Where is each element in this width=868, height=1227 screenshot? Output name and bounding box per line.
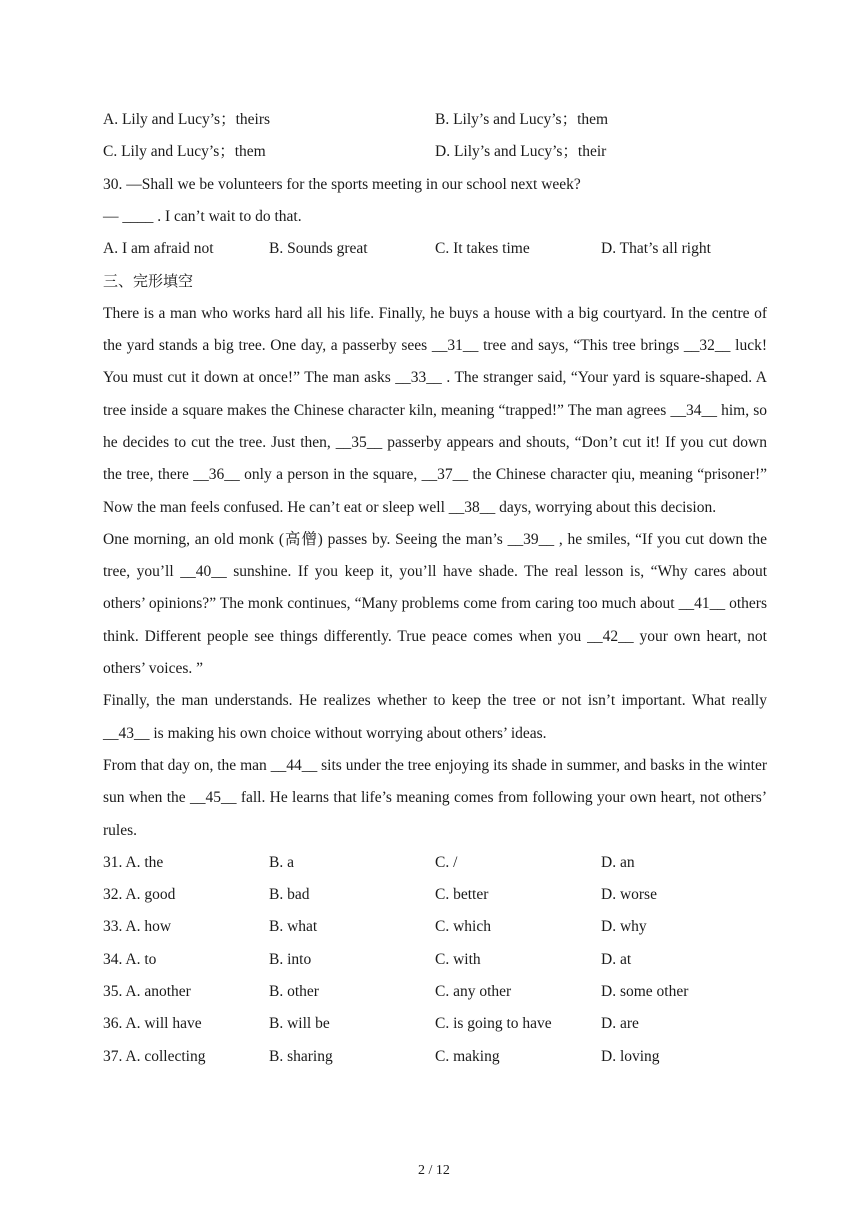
question-36-option-c[interactable]: C. is going to have [435, 1015, 552, 1033]
question-34-option-b[interactable]: B. into [269, 950, 312, 968]
question-row [103, 1008, 767, 1040]
question-37-option-a[interactable]: 37. A. collecting [103, 1047, 206, 1065]
q29-option-a[interactable]: A. Lily and Lucy’s；theirs [103, 111, 271, 128]
question-34-option-d[interactable]: D. at [601, 950, 632, 968]
q30-option-a[interactable]: A. I am afraid not [103, 240, 214, 258]
question-row [103, 879, 767, 911]
question-37-option-d[interactable]: D. loving [601, 1047, 660, 1065]
question-34-option-a[interactable]: 34. A. to [103, 950, 157, 968]
question-33-option-a[interactable]: 33. A. how [103, 918, 172, 936]
question-32-option-a[interactable]: 32. A. good [103, 886, 176, 904]
question-row [103, 911, 767, 943]
question-32-option-d[interactable]: D. worse [601, 886, 657, 904]
page-content [103, 104, 767, 1073]
question-row [103, 976, 767, 1008]
q29-options-row-2 [103, 136, 767, 168]
question-33-option-c[interactable]: C. which [435, 918, 491, 936]
question-36-option-d[interactable]: D. are [601, 1015, 639, 1033]
q30-reply: — ____ . I can’t wait to do that. [103, 207, 302, 225]
question-35-option-b[interactable]: B. other [269, 983, 319, 1001]
q30-option-d[interactable]: D. That’s all right [601, 240, 711, 258]
question-35-option-a[interactable]: 35. A. another [103, 983, 191, 1001]
question-35-option-c[interactable]: C. any other [435, 983, 512, 1001]
question-33-option-d[interactable]: D. why [601, 918, 647, 936]
q29-option-d[interactable]: D. Lily’s and Lucy’s；their [435, 143, 607, 161]
q29-option-c[interactable]: C. Lily and Lucy’s；them [103, 143, 266, 161]
passage-paragraph-3: Finally, the man understands. He realizes whether to keep the tree or not isn’t important. What really __43__ is making his own choice without worrying about others’ ideas. [103, 692, 767, 742]
q29-options-row-1 [103, 104, 767, 136]
section-heading: 三、完形填空 [103, 272, 194, 291]
question-35-option-d[interactable]: D. some other [601, 983, 689, 1001]
question-36-option-b[interactable]: B. will be [269, 1015, 330, 1033]
question-31-option-d[interactable]: D. an [601, 853, 635, 871]
passage-paragraph-1: There is a man who works hard all his life. Finally, he buys a house with a big courtyard. In the centre of the yard stands a big tree. One day, a passerby sees __31__ tree and says, “This tree brings __32__ luck! You must cut it down at once!” The man asks __33__ . The stranger said, “Your yard is square-shaped. A tree inside a square makes the Chinese character kiln, meaning “trapped!” The man agrees __34__ him, so he decides to cut the tree. Just then, __35__ passerby appears and shouts, “Don’t cut it! If you cut down the tree, there __36__ only a person in the square, __37__ the Chinese character qiu, meaning “prisoner!” Now the man feels confused. He can’t eat or sleep well __38__ days, worrying about this decision. [103, 304, 767, 516]
q30-option-c[interactable]: C. It takes time [435, 240, 530, 258]
q30-options [103, 233, 767, 265]
cloze-passage [103, 298, 767, 847]
question-row [103, 847, 767, 879]
q30-option-b[interactable]: B. Sounds great [269, 240, 368, 258]
question-37-option-c[interactable]: C. making [435, 1047, 500, 1065]
passage-paragraph-2: One morning, an old monk (高僧) passes by. Seeing the man’s __39__ , he smiles, “If you cut down the tree, you’ll __40__ sunshine. If you keep it, you’ll have shade. The real lesson is, “Why cares about others’ opinions?” The monk continues, “Many problems come from caring too much about __41__ others think. Different people see things differently. True peace comes when you __42__ your own heart, not others’ voices. ” [103, 530, 767, 678]
question-row [103, 1041, 767, 1073]
question-row [103, 944, 767, 976]
question-31-option-b[interactable]: B. a [269, 853, 294, 871]
question-37-option-b[interactable]: B. sharing [269, 1047, 333, 1065]
q30-stem: 30. —Shall we be volunteers for the sports meeting in our school next week? [103, 175, 581, 193]
question-33-option-b[interactable]: B. what [269, 918, 318, 936]
question-34-option-c[interactable]: C. with [435, 950, 481, 968]
question-36-option-a[interactable]: 36. A. will have [103, 1015, 202, 1033]
page-number: 2 / 12 [418, 1163, 450, 1178]
question-list [103, 847, 767, 1073]
passage-paragraph-4: From that day on, the man __44__ sits under the tree enjoying its shade in summer, and basks in the winter sun when the __45__ fall. He learns that life’s meaning comes from following your own heart, not others’ rules. [103, 756, 767, 839]
question-32-option-b[interactable]: B. bad [269, 886, 310, 904]
q29-option-b[interactable]: B. Lily’s and Lucy’s；them [435, 111, 609, 128]
question-32-option-c[interactable]: C. better [435, 886, 489, 904]
question-31-option-a[interactable]: 31. A. the [103, 853, 164, 871]
question-31-option-c[interactable]: C. / [435, 853, 458, 871]
